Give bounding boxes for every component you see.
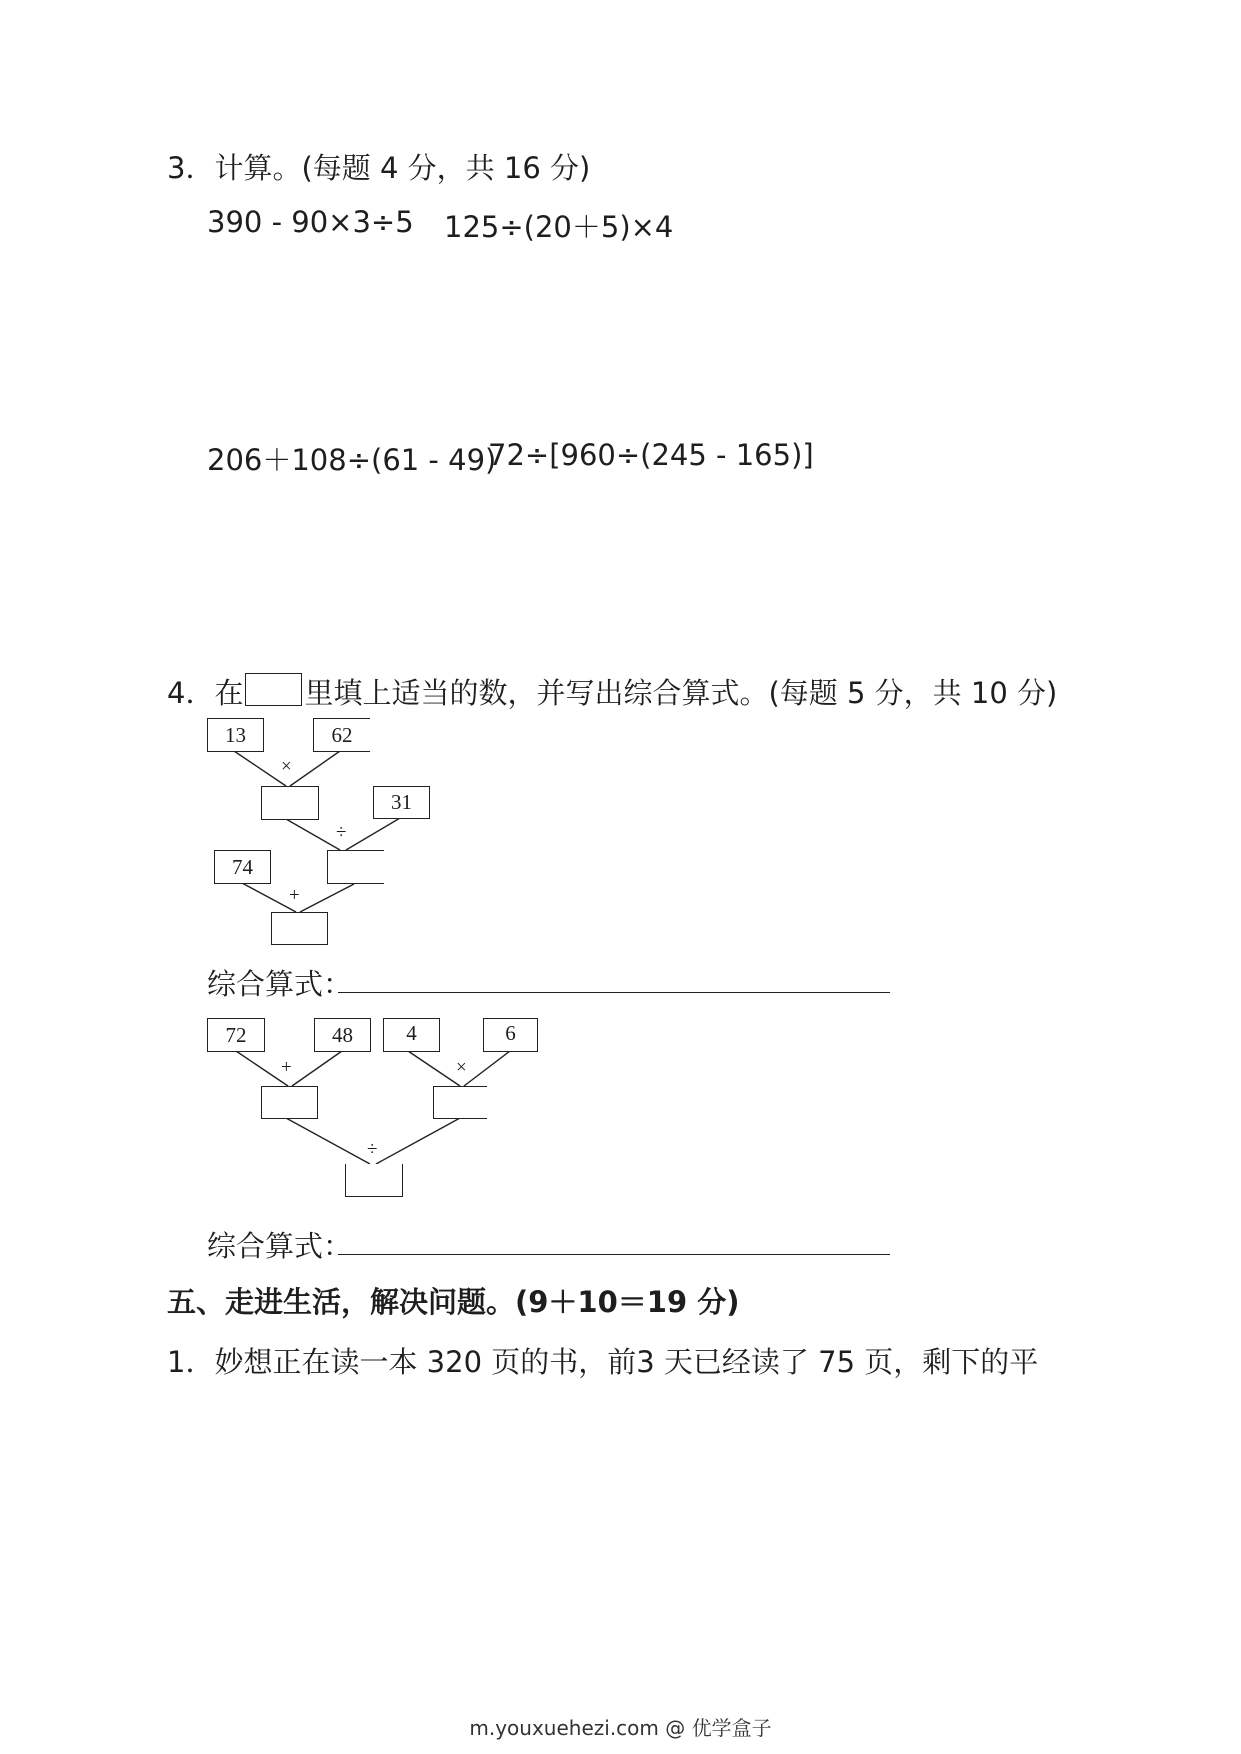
q4-title-prefix: 4．在 [167, 676, 244, 710]
tree-2-blank-box-2[interactable] [433, 1086, 487, 1119]
formula-label-1: 综合算式： [207, 967, 353, 1001]
q3-expr-2: 125÷(20＋5)×4 [444, 210, 674, 244]
tree-1-blank-box-2[interactable] [327, 850, 384, 884]
tree-2-box-48: 48 [314, 1018, 371, 1052]
tree-2-blank-box-1[interactable] [261, 1086, 318, 1119]
tree-1-blank-box-3[interactable] [271, 912, 328, 945]
section-5-q1: 1．妙想正在读一本 320 页的书，前3 天已经读了 75 页，剩下的平 [167, 1345, 1039, 1379]
tree-2-op-plus: + [281, 1057, 292, 1078]
formula-label-2: 综合算式： [207, 1229, 353, 1263]
tree-1-box-31: 31 [373, 786, 430, 819]
tree-2-box-72: 72 [207, 1018, 265, 1052]
tree-1-box-62: 62 [313, 718, 370, 752]
q3-expr-1: 390 - 90×3÷5 [207, 205, 414, 239]
tree-2-blank-box-3[interactable] [345, 1164, 403, 1197]
tree-1-box-74: 74 [214, 850, 271, 884]
q4-title-suffix: 里填上适当的数，并写出综合算式。(每题 5 分，共 10 分) [304, 676, 1058, 710]
q3-expr-4: 72÷[960÷(245 - 165)] [488, 438, 814, 472]
tree-2-op-divide: ÷ [367, 1139, 378, 1160]
tree-1-box-13: 13 [207, 718, 264, 752]
section-5-heading: 五、走进生活，解决问题。(9＋10＝19 分) [167, 1285, 740, 1319]
tree-1-op-multiply: × [281, 756, 292, 777]
tree-2-box-4: 4 [383, 1018, 440, 1052]
formula-answer-line-1[interactable] [338, 992, 890, 993]
footer-watermark: m.youxuehezi.com @ 优学盒子 [469, 1716, 772, 1740]
formula-answer-line-2[interactable] [338, 1254, 890, 1255]
tree-2-op-multiply: × [456, 1057, 467, 1078]
q3-title: 3．计算。(每题 4 分，共 16 分) [167, 151, 591, 185]
tree-1-blank-box-1[interactable] [261, 786, 319, 820]
tree-2-box-6: 6 [483, 1018, 538, 1052]
q3-expr-3: 206＋108÷(61 - 49) [207, 443, 497, 477]
tree-1-op-divide: ÷ [336, 822, 347, 843]
tree-1-op-plus: + [289, 885, 300, 906]
